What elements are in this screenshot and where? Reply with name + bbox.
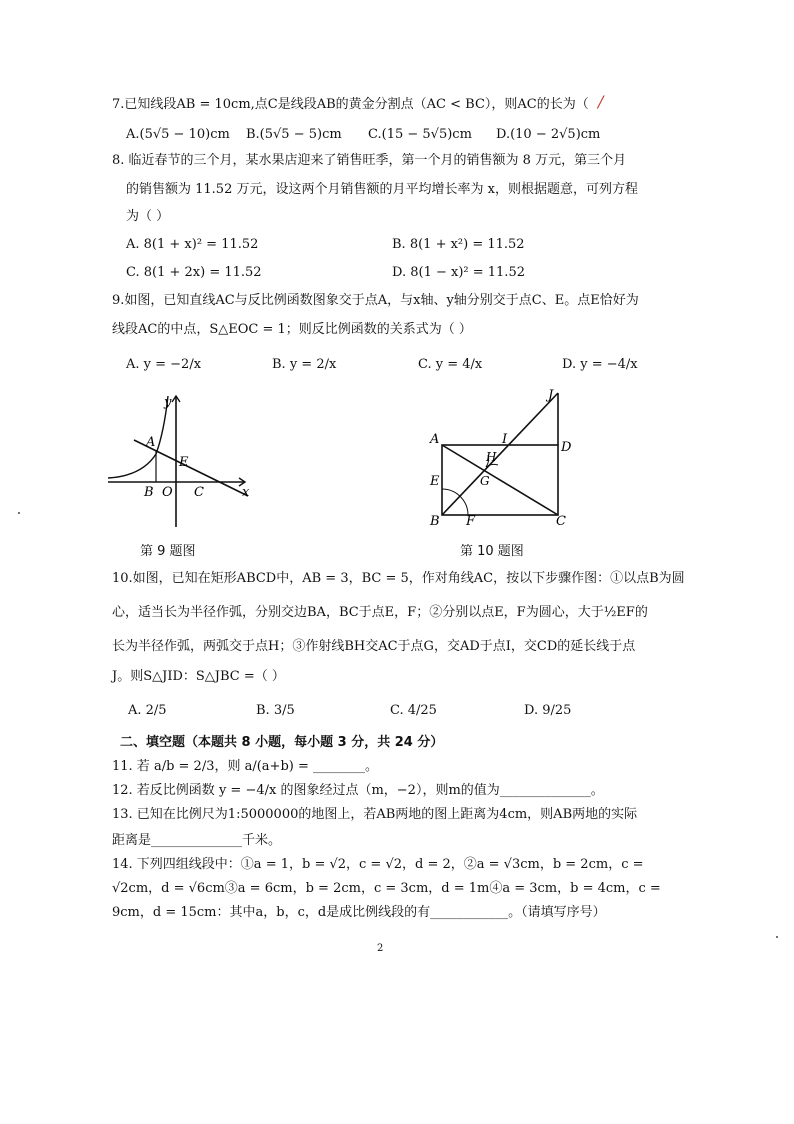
figure-9-caption: 第 9 题图 xyxy=(140,544,196,559)
q8-option-a: A. 8(1 + x)² = 11.52 xyxy=(126,237,259,252)
figure-10-diagram xyxy=(420,385,580,535)
scan-speck xyxy=(776,936,778,938)
q13-line1: 13. 已知在比例尺为1:5000000的地图上，若AB两地的图上距离为4cm，则AB两地的实际 xyxy=(112,807,638,822)
q8-stem-line1: 8. 临近春节的三个月，某水果店迎来了销售旺季，第一个月的销售额为 8 万元，第三个月 xyxy=(112,153,627,168)
q9-option-b: B. y = 2/x xyxy=(272,357,337,372)
q7-option-d: D.(10 − 2√5)cm xyxy=(496,127,601,142)
figure-9-diagram xyxy=(100,392,260,532)
page-number: 2 xyxy=(377,943,384,954)
q8-option-b: B. 8(1 + x²) = 11.52 xyxy=(392,237,525,252)
q8-stem-line3: 为（ ） xyxy=(126,209,170,224)
label-f: F xyxy=(466,514,476,529)
label-a: A xyxy=(146,435,156,450)
label-e: E xyxy=(179,455,189,470)
label-j: J xyxy=(548,388,554,403)
q10-stem-line4: J。则S△JID：S△JBC =（ ） xyxy=(112,669,285,684)
q10-option-a: A. 2/5 xyxy=(128,703,167,718)
q8-option-c: C. 8(1 + 2x) = 11.52 xyxy=(126,265,262,280)
q7-option-c: C.(15 − 5√5)cm xyxy=(368,127,472,142)
label-h: H xyxy=(486,450,497,464)
q10-stem-line1: 10.如图，已知在矩形ABCD中，AB = 3，BC = 5，作对角线AC，按以下步骤作图：①以点B为圆 xyxy=(112,571,685,586)
q9-stem-line2: 线段AC的中点，S△EOC = 1；则反比例函数的关系式为（ ） xyxy=(112,322,472,337)
label-x: x xyxy=(242,485,250,500)
q8-option-d: D. 8(1 − x)² = 11.52 xyxy=(392,265,525,280)
q14-line2: √2cm，d = √6cm③a = 6cm，b = 2cm，c = 3cm，d = 1m④a = 3cm，b = 4cm，c = xyxy=(112,881,661,896)
label-y: y xyxy=(164,395,172,410)
scan-speck xyxy=(18,512,20,514)
red-check-mark: / xyxy=(598,92,604,111)
label-d: D xyxy=(561,440,572,455)
label-a: A xyxy=(430,432,440,447)
label-b: B xyxy=(144,485,154,500)
q10-option-b: B. 3/5 xyxy=(256,703,295,718)
hyperbola-curve xyxy=(108,396,168,478)
q10-option-d: D. 9/25 xyxy=(524,703,572,718)
q14-line3: 9cm，d = 15cm：其中a，b，c，d是成比例线段的有____________。（请填写序号） xyxy=(112,905,606,920)
label-g: G xyxy=(480,474,490,488)
q11-text: 11. 若 a/b = 2/3，则 a/(a+b) = ________。 xyxy=(112,759,378,774)
q7-option-b: B.(5√5 − 5)cm xyxy=(246,127,342,142)
q12-text: 12. 若反比例函数 y = −4/x 的图象经过点（m，−2），则m的值为______________。 xyxy=(112,783,604,798)
diagonal-ac xyxy=(442,445,558,515)
q9-stem-line1: 9.如图，已知直线AC与反比例函数图象交于点A，与x轴、y轴分别交于点C、E。点E恰好为 xyxy=(112,293,639,308)
q13-line2: 距离是______________千米。 xyxy=(112,833,282,848)
q7-stem: 7.已知线段AB = 10cm,点C是线段AB的黄金分割点（AC < BC），则AC的长为（ xyxy=(112,97,589,112)
q10-option-c: C. 4/25 xyxy=(390,703,437,718)
ray-bh xyxy=(442,393,558,515)
label-c: C xyxy=(194,485,204,500)
label-i: I xyxy=(502,432,508,447)
q9-option-c: C. y = 4/x xyxy=(418,357,483,372)
label-e: E xyxy=(430,474,440,489)
section-2-heading: 二、填空题（本题共 8 小题，每小题 3 分，共 24 分） xyxy=(120,735,444,750)
q8-stem-line2: 的销售额为 11.52 万元，设这两个月销售额的月平均增长率为 x，则根据题意，可列方程 xyxy=(126,182,638,197)
q9-option-d: D. y = −4/x xyxy=(562,357,638,372)
figure-10-caption: 第 10 题图 xyxy=(460,544,524,559)
q7-option-a: A.(5√5 − 10)cm xyxy=(126,127,230,142)
q9-option-a: A. y = −2/x xyxy=(126,357,202,372)
q14-line1: 14. 下列四组线段中：①a = 1，b = √2，c = √2，d = 2，②a = √3cm，b = 2cm，c = xyxy=(112,857,644,872)
label-b: B xyxy=(430,514,440,529)
q10-stem-line3: 长为半径作弧，两弧交于点H；③作射线BH交AC于点G，交AD于点I，交CD的延长线于点 xyxy=(112,639,636,654)
label-c: C xyxy=(556,514,566,529)
q10-stem-line2: 心，适当长为半径作弧，分别交边BA，BC于点E，F；②分别以点E，F为圆心，大于½EF的 xyxy=(112,605,648,620)
label-o: O xyxy=(162,485,173,500)
